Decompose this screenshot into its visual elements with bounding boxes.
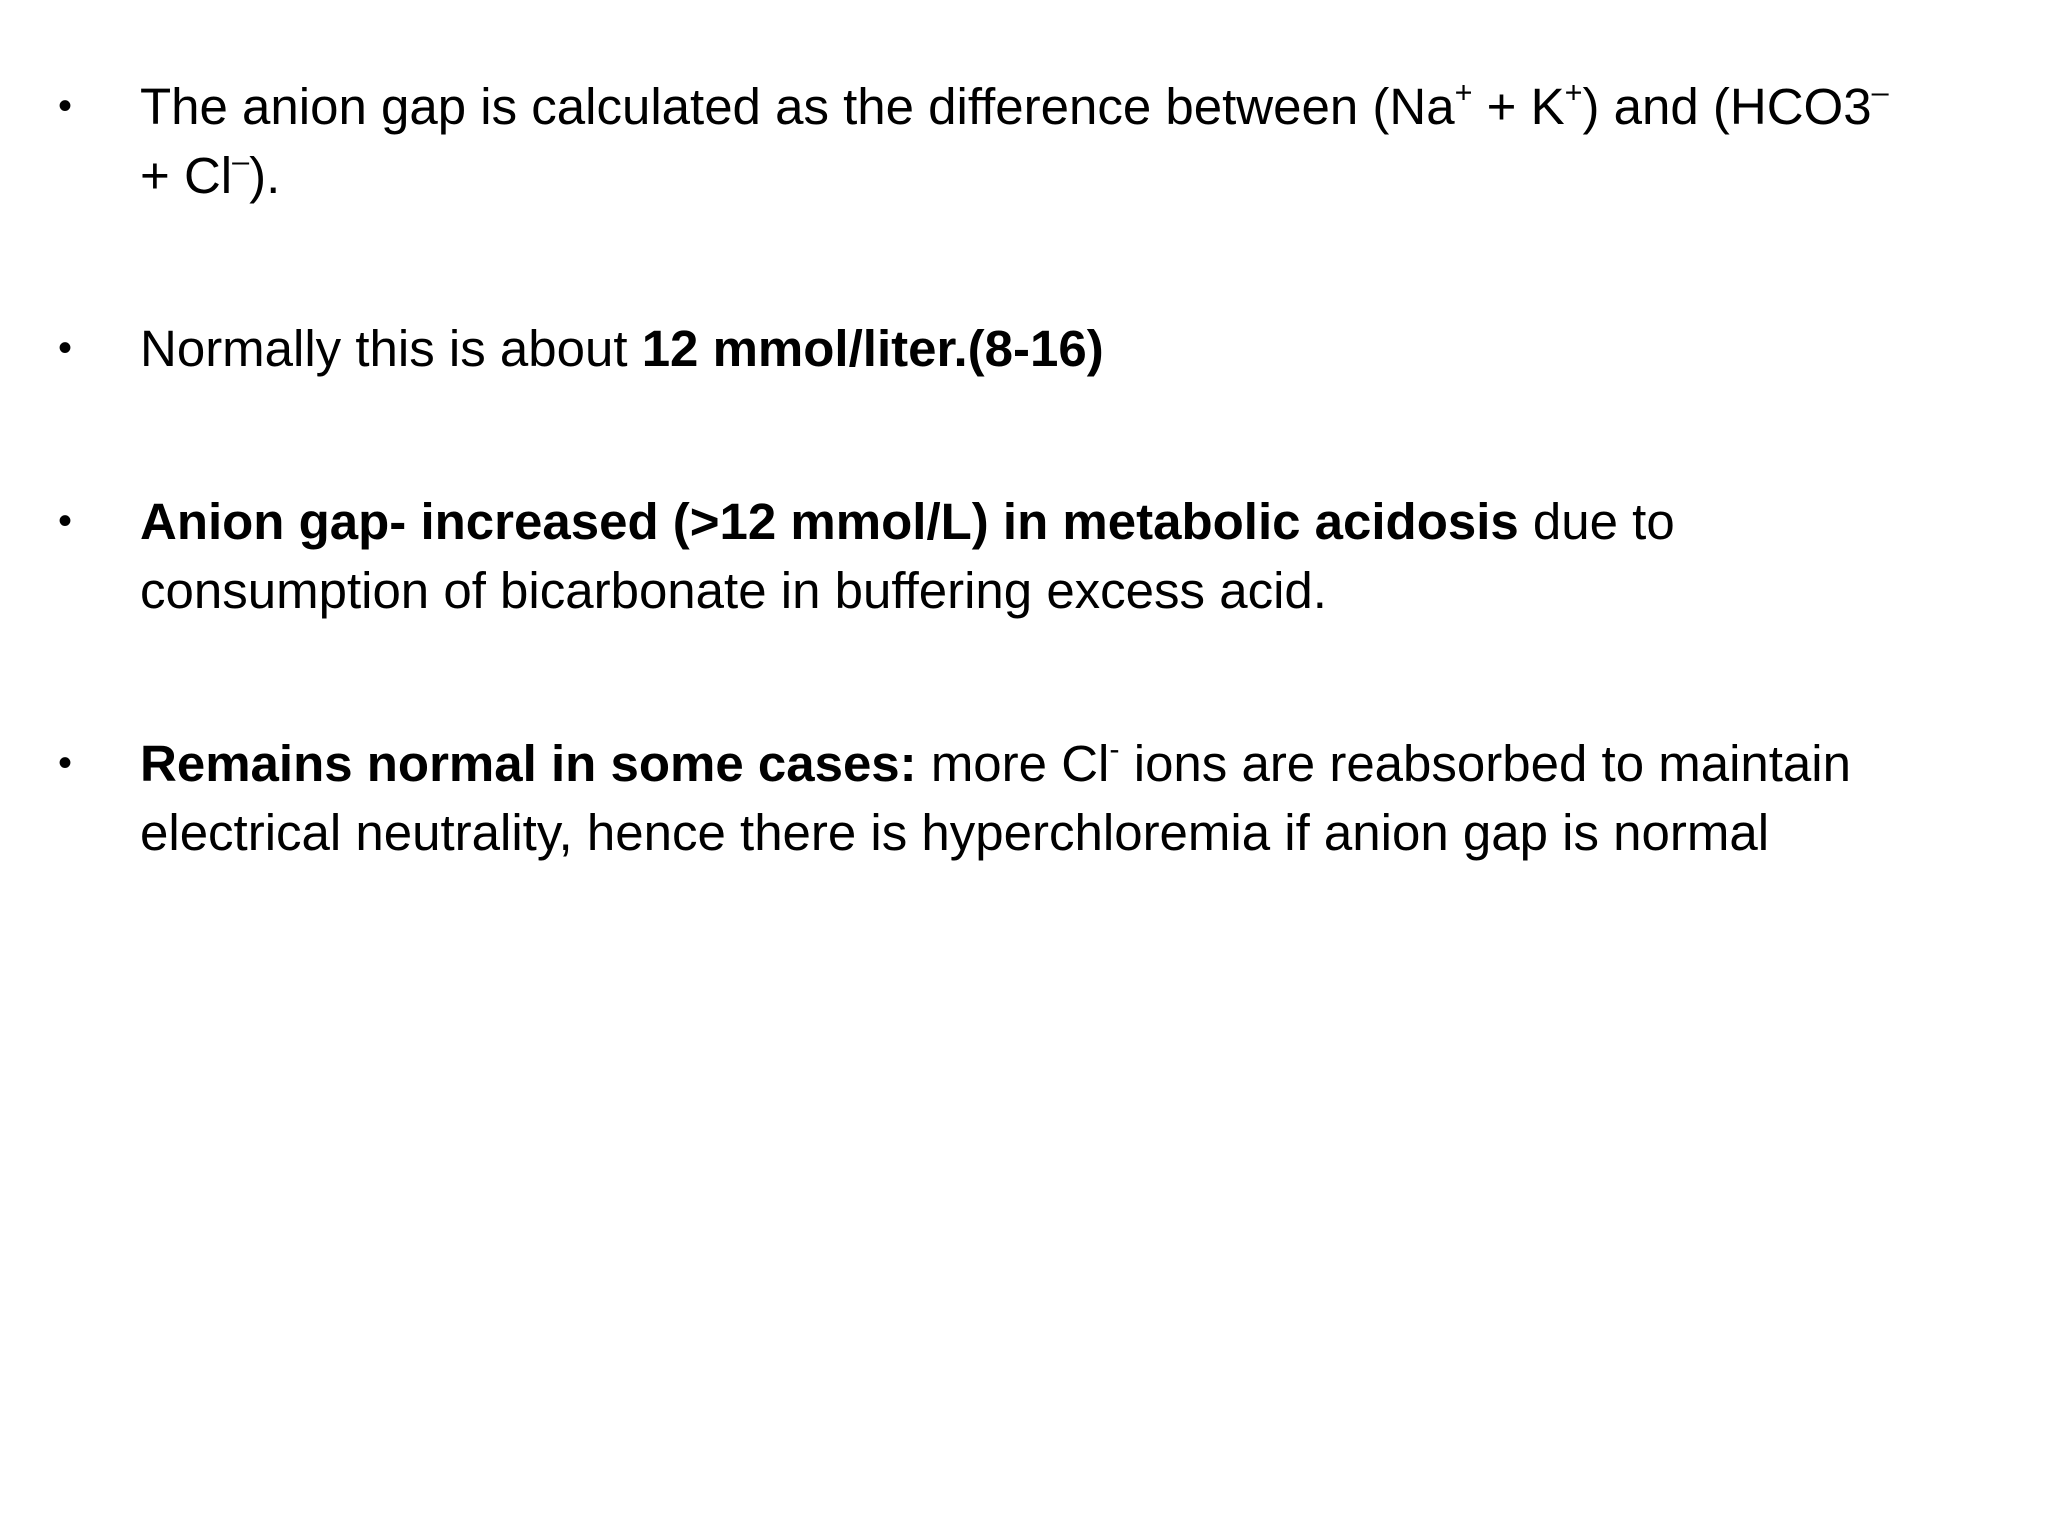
superscript-plus: + — [1454, 75, 1473, 110]
superscript-minus: – — [232, 144, 250, 179]
bullet-text-4-normal-b: ions are reabsorbed to maintain electrical neutrality, hence there is hyperchloremia if anion gap is normal — [140, 735, 1851, 861]
bullet-text-4-normal-a: more Cl — [916, 735, 1110, 792]
bullet-text-2-normal: Normally this is about — [140, 320, 642, 377]
bullet-text-3-normal: due to consumption of bicarbonate in buffering excess acid. — [140, 493, 1675, 619]
bullet-text-1d: + Cl — [140, 147, 233, 204]
bullet-item-normal-value — [58, 314, 1958, 383]
superscript-minus: - — [1109, 732, 1120, 767]
bullet-dot: • — [58, 741, 73, 785]
bullet-text-4-bold: Remains normal in some cases: — [140, 735, 917, 792]
bullet-dot: • — [58, 326, 73, 370]
bullet-dot: • — [58, 499, 73, 543]
superscript-minus: – — [1871, 75, 1889, 110]
bullet-text-1e: ). — [249, 147, 281, 204]
bullet-text-3-bold: Anion gap- increased (>12 mmol/L) in metabolic acidosis — [140, 493, 1519, 550]
bullet-item-normal-gap — [58, 729, 1958, 867]
bullet-text-1b: + K — [1472, 78, 1565, 135]
bullet-text-2-bold: 12 mmol/liter.(8-16) — [641, 320, 1104, 377]
bullet-list — [58, 72, 1958, 867]
bullet-text-1a: The anion gap is calculated as the difference between (Na — [140, 78, 1455, 135]
bullet-text-1c: ) and (HCO3 — [1582, 78, 1872, 135]
bullet-item-anion-gap-definition — [58, 72, 1958, 210]
bullet-item-increased-gap — [58, 487, 1958, 625]
bullet-dot: • — [58, 84, 73, 128]
superscript-plus: + — [1564, 75, 1583, 110]
